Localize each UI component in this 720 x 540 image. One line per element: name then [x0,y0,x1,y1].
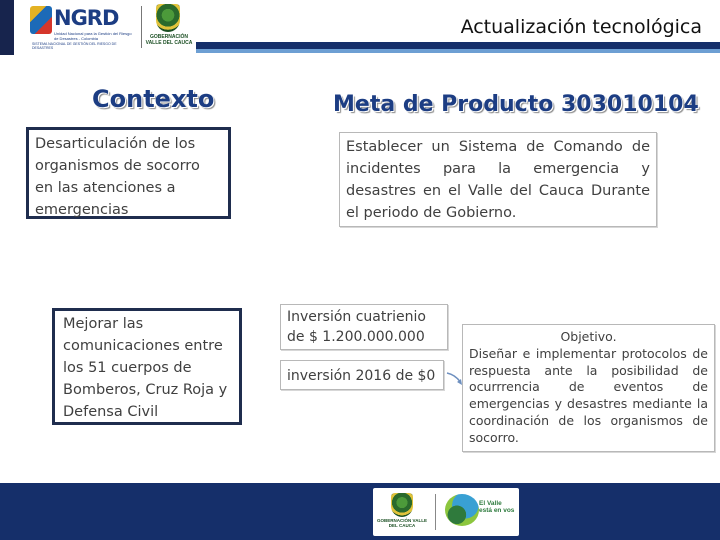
valle-logo-caption: GOBERNACIÓN VALLE DEL CAUCA [145,34,193,46]
header-left-bar [0,0,14,55]
footer-band [0,483,720,540]
footer-divider [435,494,436,530]
valle-logo [144,2,194,48]
ngrd-logo [24,4,136,48]
el-valle-logo-icon [445,494,479,526]
header-divider [141,6,142,48]
ngrd-tagline: SISTEMA NACIONAL DE GESTIÓN DEL RIESGO DE DESASTRES [32,42,117,50]
investment-2016-box: inversión 2016 de $0 [280,360,444,390]
product-goal-box: Establecer un Sistema de Comando de incidentes para la emergencia y desastres en el Valle del Cauca Durante el periodo de Gobierno. [339,132,657,227]
footer-logos [373,488,519,536]
context-heading: Contexto [92,85,215,113]
context-box-communications: Mejorar las comunicaciones entre los 51 cuerpos de Bomberos, Cruz Roja y Defensa Civil [52,308,242,425]
footer-slogan: El Valle está en vos [479,500,515,514]
header-rule-navy [196,42,720,49]
page-title: Actualización tecnológica [460,16,702,38]
header-rule-light [196,49,720,53]
objective-box [462,324,715,452]
footer-valle-caption: GOBERNACIÓN VALLE DEL CAUCA [377,518,427,528]
ngrd-logo-text: NGRD [54,6,119,30]
objective-heading: Objetivo. [560,329,617,344]
investment-quadrennium-box: Inversión cuatrienio de $ 1.200.000.000 [280,304,448,350]
ngrd-subtitle: Unidad Nacional para la Gestión del Riesgo de Desastres - Colombia [54,31,132,41]
valle-seal-icon [391,493,413,517]
context-box-disarticulation: Desarticulación de los organismos de socorro en las atenciones a emergencias [26,127,231,219]
valle-seal-icon [156,4,180,32]
objective-text: Diseñar e implementar protocolos de respuesta ante la posibilidad de ocurrrencia de eventos de emergencias y desastres mediante la coordinación de los organismos de socorro. [469,345,708,445]
product-goal-heading: Meta de Producto 303010104 [333,92,699,117]
ngrd-flag-icon [30,6,52,34]
